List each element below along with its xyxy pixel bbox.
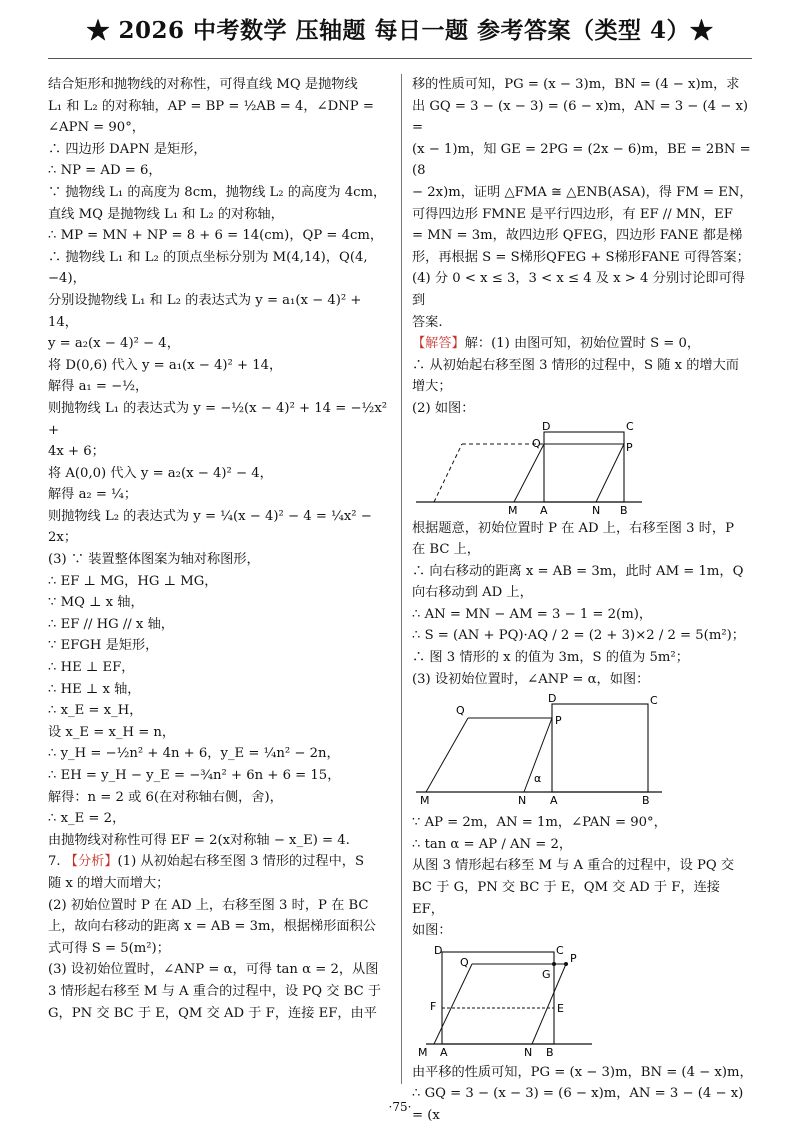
text-line: 如图：: [412, 923, 452, 939]
text-line: 答案.: [412, 314, 443, 330]
text-line: 解得 a₁ = −½，: [48, 379, 149, 395]
text-line: ∴ HE ⊥ x 轴，: [48, 681, 141, 697]
rectangle-abcd: [544, 432, 624, 502]
label-g: G: [542, 967, 551, 981]
text-line: (3) ∵ 装置整体图案为轴对称图形，: [48, 552, 260, 568]
label-c: C: [626, 421, 634, 433]
text-line: ∵ 抛物线 L₁ 的高度为 8cm，抛物线 L₂ 的高度为 4cm，: [48, 184, 387, 200]
header-rule: [48, 58, 752, 59]
label-d: D: [542, 421, 551, 433]
label-f: F: [430, 999, 437, 1013]
text-line: − 2x)m，证明 △FMA ≅ △ENB(ASA)，得 FM = EN，: [412, 184, 753, 200]
text-line: ∴ NP = AD = 6，: [48, 163, 162, 179]
text-line: 随 x 的增大而增大；: [48, 875, 170, 891]
label-c: C: [556, 943, 564, 957]
text-line: (2) 初始位置时 P 在 AD 上，右移至图 3 时，P 在 BC: [48, 897, 369, 913]
text-line: 3 情形起右移至 M 与 A 重合的过程中，设 PQ 交 BC 于: [48, 983, 382, 999]
text-line: ∴ 抛物线 L₁ 和 L₂ 的顶点坐标分别为 M(4,14)，Q(4,: [48, 249, 368, 265]
text-line: 向右移动到 AD 上，: [412, 585, 533, 601]
label-b: B: [546, 1045, 554, 1058]
label-a: A: [540, 503, 548, 514]
text-line: 则抛物线 L₁ 的表达式为 y = −½(x − 4)² + 14 = −½x² +: [48, 400, 388, 438]
text-line: 可得四边形 FMNE 是平行四边形，有 EF // MN，EF: [412, 206, 733, 222]
text-line: 由平移的性质可知，PG = (x − 3)m，BN = (4 − x)m，: [412, 1064, 753, 1080]
text-line: y = a₂(x − 4)² − 4，: [48, 336, 180, 352]
segment-mq: [426, 718, 468, 792]
point-g: [552, 962, 556, 966]
text-line: 移的性质可知，PG = (x − 3)m，BN = (4 − x)m，求: [412, 77, 740, 92]
text-line: ∴ 四边形 DAPN 是矩形，: [48, 141, 207, 157]
text-line: ∴ HE ⊥ EF，: [48, 660, 135, 676]
text-line: (3) 设初始位置时，∠ANP = α，可得 tan α = 2，从图: [48, 962, 379, 978]
segment-mq: [514, 444, 544, 502]
text-line: 上，故向右移动的距离 x = AB = 3m，根据梯形面积公: [48, 919, 376, 935]
label-m: M: [420, 794, 430, 808]
text-line: ∴ AN = MN − AM = 3 − 1 = 2(m)，: [412, 606, 653, 622]
figure-1: [412, 422, 754, 514]
figure-2: [412, 692, 754, 808]
text-line: ∠APN = 90°，: [48, 120, 145, 136]
column-divider: [401, 74, 402, 1084]
text-line: 设 x_E = x_H = n，: [48, 724, 176, 740]
text-line: BC 于 G，PN 交 BC 于 E，QM 交 AD 于 F，连接 EF，: [412, 880, 720, 917]
text-line: 从图 3 情形起右移至 M 与 A 重合的过程中，设 PQ 交: [412, 858, 735, 874]
text-line: 分别设抛物线 L₁ 和 L₂ 的表达式为 y = a₁(x − 4)² + 14，: [48, 292, 362, 330]
dashed-edge: [434, 444, 462, 502]
text-line: ∵ AP = 2m，AN = 1m，∠PAN = 90°，: [412, 815, 667, 831]
text-line: ∴ EH = y_H − y_E = −¾n² + 6n + 6 = 15，: [48, 768, 341, 783]
segment-mq: [434, 964, 472, 1044]
text-line: 出 GQ = 3 − (x − 3) = (6 − x)m，AN = 3 − (4 − x) =: [412, 98, 749, 136]
figure-3-diagram: [412, 944, 612, 1058]
text-line: ∴ EF // HG // x 轴，: [48, 616, 174, 632]
label-b: B: [620, 503, 628, 514]
text-line: ∴ MP = MN + NP = 8 + 6 = 14(cm)，QP = 4cm，: [48, 228, 384, 244]
text-line: 解得：n = 2 或 6(在对称轴右侧，舍)，: [48, 789, 283, 805]
left-column: [48, 74, 392, 1024]
text-line: G，PN 交 BC 于 E，QM 交 AD 于 F，连接 EF，由平: [48, 1005, 377, 1021]
text-line: ∴ x_E = x_H，: [48, 703, 143, 719]
label-a: A: [440, 1045, 448, 1058]
analysis-heading: 7. 【分析】(1) 从初始起右移至图 3 情形的过程中，S: [48, 854, 365, 870]
text-line: 将 D(0,6) 代入 y = a₁(x − 4)² + 14，: [48, 357, 283, 373]
text-line: 则抛物线 L₂ 的表达式为 y = ¼(x − 4)² − 4 = ¼x² − 2x；: [48, 508, 372, 546]
text-line: (x − 1)m，知 GE = 2PG = (2x − 6)m，BE = 2BN = (8: [412, 141, 751, 179]
section-marker: 【解答】: [412, 336, 465, 352]
page-title: ★ 2026 中考数学 压轴题 每日一题 参考答案（类型 4）★: [86, 17, 714, 44]
label-d: D: [434, 943, 443, 957]
text-line: (3) 设初始位置时，∠ANP = α，如图：: [412, 671, 650, 687]
label-q: Q: [532, 436, 541, 450]
label-n: N: [592, 503, 601, 514]
label-p: P: [570, 951, 577, 965]
text-line: 根据题意，初始位置时 P 在 AD 上，右移至图 3 时，P: [412, 520, 734, 536]
rectangle-abcd: [552, 704, 648, 792]
text-line: 解得 a₂ = ¼；: [48, 487, 138, 503]
text-line: ∴ tan α = AP / AN = 2，: [412, 836, 573, 852]
rectangle-abcd: [442, 952, 554, 1044]
point-p: [564, 962, 568, 966]
section-marker: 【分析】: [64, 854, 118, 870]
label-e: E: [557, 1001, 564, 1015]
text-line: ∵ EFGH 是矩形，: [48, 638, 159, 654]
text-line: ∴ GQ = 3 − (x − 3) = (6 − x)m，AN = 3 − (4 − x) = (x: [412, 1086, 744, 1123]
figure-2-diagram: [412, 692, 672, 808]
label-q: Q: [456, 704, 465, 718]
figure-1-diagram: [412, 422, 652, 514]
text-line: 由抛物线对称性可得 EF = 2(x对称轴 − x_E) = 4.: [48, 832, 350, 848]
text-line: 将 A(0,0) 代入 y = a₂(x − 4)² − 4，: [48, 465, 273, 481]
label-d: D: [548, 692, 557, 706]
figure-3: [412, 944, 754, 1058]
label-m: M: [418, 1045, 428, 1058]
text-line: 增大；: [412, 379, 452, 395]
label-a: A: [550, 794, 558, 808]
solution-heading: 【解答】解：(1) 由图可知，初始位置时 S = 0，: [412, 336, 701, 352]
text-line: ∴ 向右移动的距离 x = AB = 3m，此时 AM = 1m，Q: [412, 563, 744, 579]
label-n: N: [524, 1045, 533, 1058]
right-column: [412, 74, 754, 1127]
text-line: ∴ S = (AN + PQ)·AQ / 2 = (2 + 3)×2 / 2 = 5(m²)；: [412, 628, 745, 644]
text-line: ∴ y_H = −½n² + 4n + 6，y_E = ¼n² − 2n，: [48, 746, 340, 762]
page-number: ·75·: [388, 1100, 412, 1114]
text-line: ∴ EF ⊥ MG，HG ⊥ MG，: [48, 573, 218, 589]
text-line: = MN = 3m，故四边形 QFEG，四边形 FANE 都是梯: [412, 228, 743, 244]
label-p: P: [626, 440, 633, 454]
text-line: 结合矩形和抛物线的对称性，可得直线 MQ 是抛物线: [48, 77, 358, 92]
label-alpha: α: [534, 772, 542, 786]
text-line: ∴ 从初始起右移至图 3 情形的过程中，S 随 x 的增大而: [412, 357, 739, 373]
label-p: P: [555, 714, 562, 728]
segment-np: [596, 444, 624, 502]
text-line: (2) 如图：: [412, 400, 475, 416]
text-line: ∴ 图 3 情形的 x 的值为 3m，S 的值为 5m²；: [412, 650, 689, 666]
text-line: 直线 MQ 是抛物线 L₁ 和 L₂ 的对称轴，: [48, 206, 284, 222]
page-header: [0, 0, 800, 62]
label-n: N: [518, 794, 527, 808]
text-line: 式可得 S = 5(m²)；: [48, 940, 170, 956]
label-m: M: [508, 503, 518, 514]
text-line: ∵ MQ ⊥ x 轴，: [48, 595, 144, 611]
text-line: −4)，: [48, 271, 86, 287]
label-b: B: [642, 794, 650, 808]
text-line: ∴ x_E = 2，: [48, 811, 126, 827]
label-c: C: [650, 694, 658, 708]
text-line: (4) 分 0 < x ≤ 3，3 < x ≤ 4 及 x > 4 分别讨论即可得到: [412, 271, 745, 308]
text-line: 4x + 6；: [48, 444, 105, 460]
text-line: 在 BC 上，: [412, 542, 480, 558]
text-line: L₁ 和 L₂ 的对称轴，AP = BP = ½AB = 4，∠DNP =: [48, 98, 374, 114]
label-q: Q: [460, 955, 469, 969]
text-line: 形，再根据 S = S梯形QFEG + S梯形FANE 可得答案；: [412, 249, 750, 265]
